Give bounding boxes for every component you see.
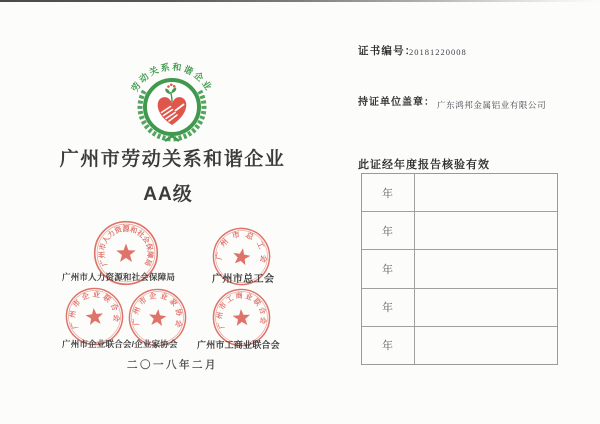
table-row [362, 211, 557, 249]
emblem-arc-text: 劳动关系和谐企业 [129, 61, 215, 94]
entry-cell [415, 327, 557, 364]
holder-company-value: 广东鸿邦金属铝业有限公司 [437, 100, 547, 110]
table-row [362, 174, 557, 211]
cert-number-value: 20181220008 [409, 47, 467, 57]
seal-label-human-resources: 广州市人力资源和社会保障局 [62, 272, 176, 282]
entry-cell [415, 289, 557, 326]
holder-stamp-label: 持证单位盖章： [358, 97, 435, 108]
svg-text:广州市企业联合会: 广州市企业联合会 [67, 289, 122, 331]
cert-number-label: 证书编号： [358, 45, 417, 57]
seal-label-enterprise-confederation: 广州市企业联合会/企业家协会 [62, 339, 178, 349]
seal-label-industry-commerce: 广州市工商业联合会 [197, 340, 280, 350]
harmony-emblem-icon [126, 58, 218, 144]
svg-text:广州市总工会: 广州市总工会 [214, 229, 269, 269]
table-row [362, 288, 557, 326]
scan-edge-artifact [0, 0, 600, 2]
svg-text:广州市人力资源和社会保障局: 广州市人力资源和社会保障局 [98, 225, 154, 268]
year-cell: 年 [362, 212, 415, 249]
entry-cell [415, 212, 557, 249]
grade-label: AA级 [143, 184, 193, 205]
entry-cell [415, 174, 557, 211]
verification-table [361, 173, 558, 365]
seal-label-trade-union: 广州市总工会 [212, 274, 275, 285]
entry-cell [415, 250, 557, 287]
year-cell: 年 [362, 289, 415, 326]
year-cell: 年 [362, 327, 415, 364]
verification-heading: 此证经年度报告核验有效 [358, 159, 490, 171]
certificate-title: 广州市劳动关系和谐企业 [59, 149, 286, 170]
table-row [362, 326, 557, 364]
svg-text:广州市工商业联合会: 广州市工商业联合会 [216, 292, 267, 330]
year-cell: 年 [362, 250, 415, 287]
issue-date: 二〇一八年二月 [127, 359, 218, 371]
table-row [362, 249, 557, 287]
year-cell: 年 [362, 174, 415, 211]
svg-text:广州市企业家协会: 广州市企业家协会 [130, 290, 185, 332]
